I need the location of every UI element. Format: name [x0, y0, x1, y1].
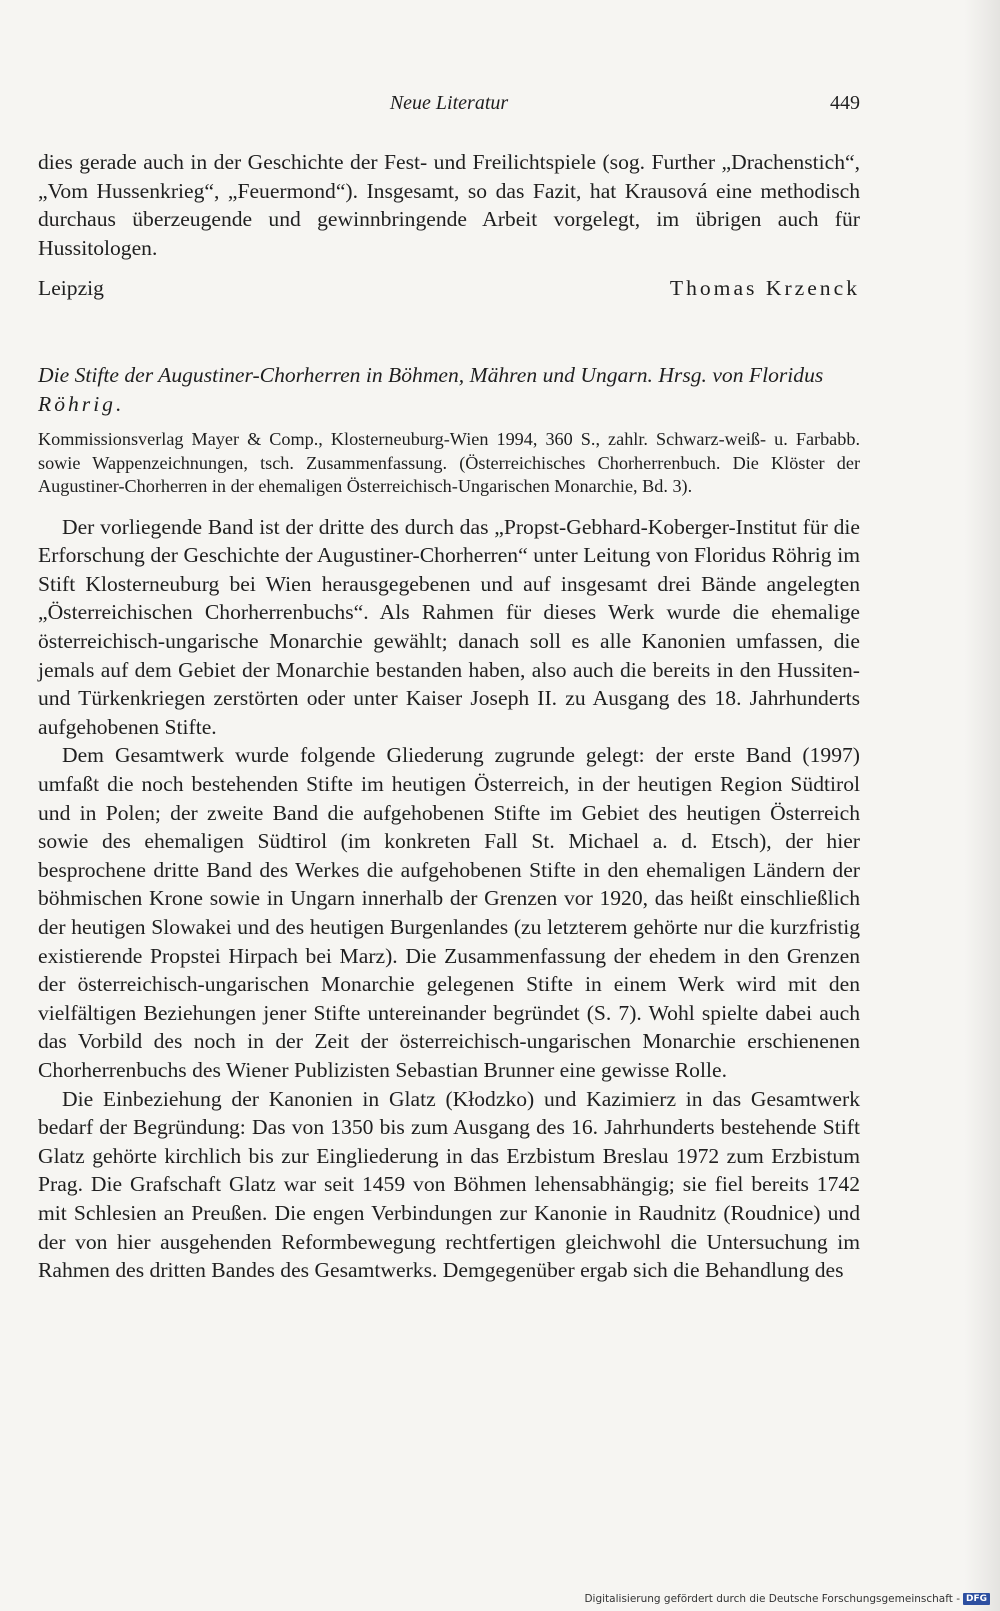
book-editor-surname: Röhrig. [38, 391, 125, 416]
footer-text: Digitalisierung gefördert durch die Deutsche Forschungsgemeinschaft - [584, 1593, 960, 1605]
book-title-text: Die Stifte der Augustiner-Chorherren in Böhmen, Mähren und Ungarn. Hrsg. von Floridus [38, 362, 824, 387]
page-body [38, 148, 860, 1285]
dfg-logo: DFG [963, 1593, 990, 1605]
review-paragraph: Dem Gesamtwerk wurde folgende Gliederung zugrunde gelegt: der erste Band (1997) umfaßt die noch bestehenden Stifte im heutigen Österreich, in der heutigen Region Südtirol und in Polen; der zweite Band die aufgehobenen Stifte im Gebiet des heutigen Österreich sowie des ehemaligen Südtirol (im konkreten Fall St. Michael a. d. Etsch), der hier besprochene dritte Band des Werkes die aufgehobenen Stifte in den ehemaligen Ländern der böhmischen Krone sowie in Ungarn innerhalb der Grenzen vor 1920, das heißt einschließlich der heutigen Slowakei und des heutigen Burgenlandes (zu letzterem gehörte nur die kurzfristig existierende Propstei Hirpach bei Marz). Die Zusammenfassung der ehedem in den Grenzen der österreichisch-ungarischen Monarchie gelegenen Stifte in einem Werk wird mit den vielfältigen Beziehungen jener Stifte untereinander begründet (S. 7). Wohl spielte dabei auch das Vorbild des noch in der Zeit der österreichisch-ungarischen Monarchie erschienenen Chorherrenbuchs des Wiener Publizisten Sebastian Brunner eine gewisse Rolle. [38, 743, 860, 1082]
digitization-footer [584, 1593, 990, 1605]
bibliographic-details: Kommissionsverlag Mayer & Comp., Klosterneuburg-Wien 1994, 360 S., zahlr. Schwarz-weiß- u. Farbabb. sowie Wappenzeichnungen, tsch. Zusammenfassung. (Österreichisches Chorherrenbuch. Die Klöster der Augustiner-Chorherren in der ehemaligen Österreichisch-Ungarischen Monarchie, Bd. 3). [38, 429, 860, 497]
review-paragraph: dies gerade auch in der Geschichte der Fest- und Freilichtspiele (sog. Further „Drachenstich“, „Vom Hussenkrieg“, „Feuermond“). Insgesamt, so das Fazit, hat Krausová eine methodisch durchaus überzeugende und gewinnbringende Arbeit vorgelegt, im übrigen auch für Hussitologen. [38, 150, 860, 260]
review-signature [38, 274, 860, 303]
page-edge-shadow [964, 0, 1000, 1611]
page-number: 449 [830, 92, 860, 114]
page-header [38, 92, 860, 122]
signature-author: Thomas Krzenck [669, 276, 860, 301]
signature-place: Leipzig [38, 276, 104, 301]
review-paragraph: Der vorliegende Band ist der dritte des durch das „Propst-Gebhard-Koberger-Institut für die Erforschung der Geschichte der Augustiner-Chorherren“ unter Leitung von Floridus Röhrig im Stift Klosterneuburg bei Wien herausgegebenen und auf insgesamt drei Bände angelegten „Österreichischen Chorherrenbuchs“. Als Rahmen für dieses Werk wurde die ehemalige österreichisch-ungarische Monarchie gewählt; danach soll es alle Kanonien umfassen, die jemals auf dem Gebiet der Monarchie bestanden haben, also auch die bereits in den Hussiten- und Türkenkriegen zerstörten oder unter Kaiser Joseph II. zu Ausgang des 18. Jahrhunderts aufgehobenen Stifte. [38, 514, 860, 739]
review-paragraph: Die Einbeziehung der Kanonien in Glatz (Kłodzko) und Kazimierz in das Gesamtwerk bedarf der Begründung: Das von 1350 bis zum Ausgang des 16. Jahrhunderts bestehende Stift Glatz gehörte kirchlich bis zur Eingliederung in das Erzbistum Breslau 1972 zum Erzbistum Prag. Die Grafschaft Glatz war seit 1459 von Böhmen lehensabhängig; sie fiel bereits 1742 mit Schlesien an Preußen. Die engen Verbindungen zur Kanonie in Raudnitz (Roudnice) und der von hier ausgehenden Reformbewegung rechtfertigen gleichwohl die Untersuchung im Rahmen des dritten Bandes des Gesamtwerks. Demgegenüber ergab sich die Behandlung des [38, 1086, 860, 1283]
running-head: Neue Literatur [389, 92, 509, 114]
book-title [38, 361, 860, 418]
